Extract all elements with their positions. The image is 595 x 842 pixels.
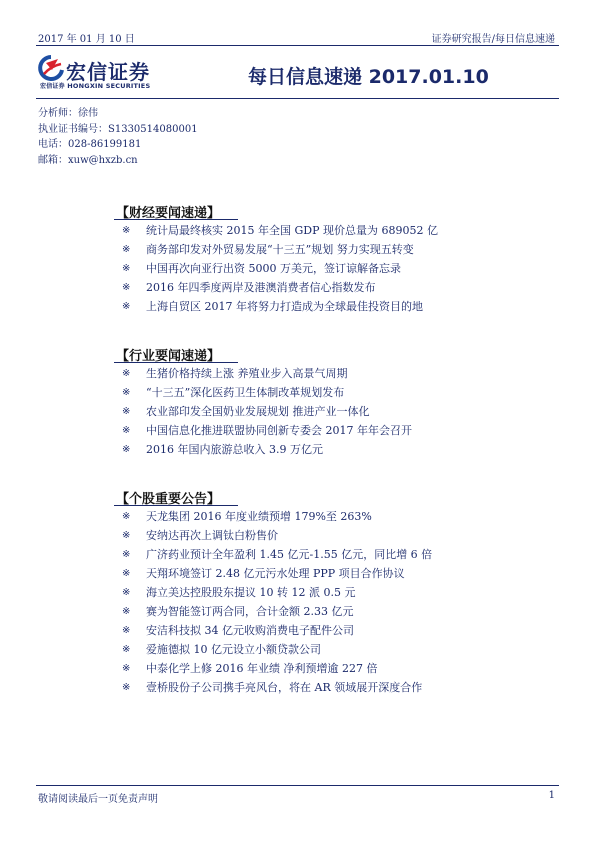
list-item: ※ 中国再次向亚行出资 5000 万美元，签订谅解备忘录 xyxy=(122,259,438,278)
footer-divider xyxy=(36,785,559,786)
breadcrumb: 证券研究报告/每日信息速递 xyxy=(431,34,555,45)
analyst-email[interactable]: 邮箱：xuw@hxzb.cn xyxy=(38,154,138,166)
bullet-icon: ※ xyxy=(122,644,131,655)
analyst-info xyxy=(38,106,198,168)
list-item: ※ 生猪价格持续上涨 养殖业步入高景气周期 xyxy=(122,364,412,383)
bullet-icon: ※ xyxy=(122,387,131,398)
logo-small-cn: 宏信证券 xyxy=(40,83,65,90)
list-item: ※ 天龙集团 2016 年度业绩预增 179%至 263% xyxy=(122,507,432,526)
bullet-icon: ※ xyxy=(122,406,131,417)
page-number: 1 xyxy=(548,790,555,801)
report-date: 2017 年 01 月 10 日 xyxy=(38,34,135,45)
title-divider xyxy=(36,98,559,99)
bullet-icon: ※ xyxy=(122,530,131,541)
list-item: ※ 上海自贸区 2017 年将努力打造成为全球最佳投资目的地 xyxy=(122,297,438,316)
list-item: ※ 海立美达控股股东提议 10 转 12 派 0.5 元 xyxy=(122,583,432,602)
list-item: ※ 安洁科技拟 34 亿元收购消费电子配件公司 xyxy=(122,621,432,640)
industry-news-list xyxy=(122,364,412,459)
section-heading-finance: 【财经要闻速递】 xyxy=(116,206,221,221)
bullet-icon: ※ xyxy=(122,511,131,522)
bullet-icon: ※ xyxy=(122,606,131,617)
bullet-icon: ※ xyxy=(122,244,131,255)
finance-news-list xyxy=(122,221,438,316)
list-item: ※ “十三五”深化医药卫生体制改革规划发布 xyxy=(122,383,412,402)
section-heading-stocks: 【个股重要公告】 xyxy=(116,492,221,507)
list-item: ※ 中泰化学上修 2016 年业绩 净利预增逾 227 倍 xyxy=(122,659,432,678)
disclaimer-link[interactable]: 敬请阅读最后一页免责声明 xyxy=(38,794,158,805)
section-divider xyxy=(114,362,238,363)
logo-name-cn: 宏信证券 xyxy=(66,60,150,84)
list-item: ※ 统计局最终核实 2015 年全国 GDP 现价总量为 689052 亿 xyxy=(122,221,438,240)
section-divider xyxy=(114,219,238,220)
list-item: ※ 中国信息化推进联盟协同创新专委会 2017 年年会召开 xyxy=(122,421,412,440)
section-divider xyxy=(114,505,238,506)
bullet-icon: ※ xyxy=(122,587,131,598)
list-item: ※ 农业部印发全国奶业发展规划 推进产业一体化 xyxy=(122,402,412,421)
list-item: ※ 广济药业预计全年盈利 1.45 亿元-1.55 亿元，同比增 6 倍 xyxy=(122,545,432,564)
bullet-icon: ※ xyxy=(122,368,131,379)
hongxin-logo-mark-icon xyxy=(36,54,66,82)
bullet-icon: ※ xyxy=(122,625,131,636)
logo-english: HONGXIN SECURITIES xyxy=(67,82,151,90)
header-divider xyxy=(36,45,559,46)
company-logo xyxy=(36,54,166,94)
bullet-icon: ※ xyxy=(122,663,131,674)
list-item: ※ 壹桥股份子公司携手亮风台，将在 AR 领域展开深度合作 xyxy=(122,678,432,697)
bullet-icon: ※ xyxy=(122,444,131,455)
list-item: ※ 赛为智能签订两合同，合计金额 2.33 亿元 xyxy=(122,602,432,621)
stock-announcement-list xyxy=(122,507,432,697)
bullet-icon: ※ xyxy=(122,263,131,274)
bullet-icon: ※ xyxy=(122,225,131,236)
list-item: ※ 2016 年四季度两岸及港澳消费者信心指数发布 xyxy=(122,278,438,297)
list-item: ※ 爱施德拟 10 亿元设立小额贷款公司 xyxy=(122,640,432,659)
bullet-icon: ※ xyxy=(122,301,131,312)
analyst-phone: 电话：028-86199181 xyxy=(38,139,142,150)
list-item: ※ 2016 年国内旅游总收入 3.9 万亿元 xyxy=(122,440,412,459)
bullet-icon: ※ xyxy=(122,568,131,579)
report-title: 每日信息速递 2017.01.10 xyxy=(248,66,489,88)
logo-name-en xyxy=(40,81,150,90)
analyst-cert: 执业证书编号：S1330514080001 xyxy=(38,123,198,135)
list-item: ※ 天翔环境签订 2.48 亿元污水处理 PPP 项目合作协议 xyxy=(122,564,432,583)
analyst-name: 分析师：徐伟 xyxy=(38,108,98,119)
bullet-icon: ※ xyxy=(122,425,131,436)
bullet-icon: ※ xyxy=(122,549,131,560)
section-heading-industry: 【行业要闻速递】 xyxy=(116,349,221,364)
bullet-icon: ※ xyxy=(122,282,131,293)
list-item: ※ 商务部印发对外贸易发展“十三五”规划 努力实现五转变 xyxy=(122,240,438,259)
list-item: ※ 安纳达再次上调钛白粉售价 xyxy=(122,526,432,545)
bullet-icon: ※ xyxy=(122,682,131,693)
